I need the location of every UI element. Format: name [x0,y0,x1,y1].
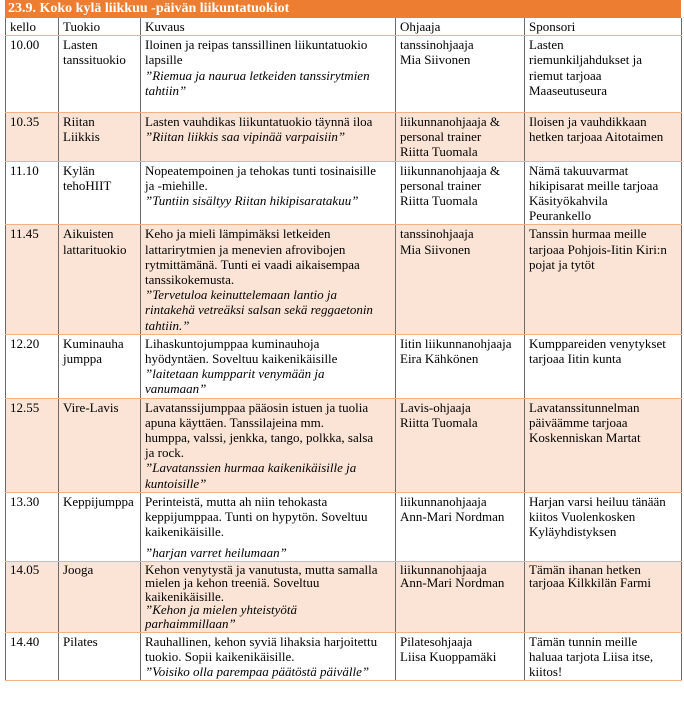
description-line: lattarirytmien ja menevien afrovibojen [145,241,346,257]
schedule-row [6,492,682,561]
session-name-line: lattarituokio [63,241,127,257]
sponsor-line: Lasten [529,37,564,53]
description-text [145,336,391,366]
sponsor-cell [525,398,682,492]
session-name-line: Vire-Lavis [63,399,119,415]
sponsor-cell [525,492,682,561]
quote-line: tahtiin” [145,82,187,98]
sponsor-line: Iloisen ja vauhdikkaan [529,114,647,130]
instructor-line: tanssinohjaaja [400,226,474,242]
schedule-table [5,18,682,681]
instructor-line: tanssinohjaaja [400,37,474,53]
time-value: 12.55 [10,399,40,415]
schedule-row [6,113,682,162]
instructor-line: liikunnanohjaaja [400,561,487,577]
instructor-cell [396,492,525,561]
sponsor-cell [525,632,682,681]
sponsor-line: Koskenniskan Martat [529,430,641,446]
time-value: 10.00 [10,37,40,53]
column-header-time: kello [6,18,59,36]
description-quote [145,603,391,630]
instructor-line: Liisa Kuoppamäki [400,648,497,664]
session-cell [59,225,141,334]
session-cell [59,561,141,632]
description-quote [145,366,391,396]
sponsor-cell [525,161,682,225]
instructor-line: liikunnanohjaaja & [400,114,501,130]
sponsor-line: päiväämme tarjoaa [529,414,628,430]
schedule-row [6,561,682,632]
sponsor-line: riemunkiljahdukset ja [529,52,643,68]
description-line: Perinteistä, mutta ah niin tehokasta [145,493,328,509]
instructor-line: Mia Siivonen [400,241,471,257]
time-cell [6,36,59,113]
sponsor-line: Maaseutuseura [529,82,607,98]
instructor-line: Iitin liikunnanohjaaja [400,335,512,351]
schedule-row [6,161,682,225]
sponsor-line: hikipisarat meille tarjoaa [529,177,659,193]
time-cell [6,113,59,162]
description-line: Nopeatempoinen ja tehokas tunti tosinaisille [145,162,377,178]
instructor-cell [396,161,525,225]
session-cell [59,492,141,561]
time-value: 12.20 [10,335,40,351]
description-line: ja rock. [145,445,184,461]
time-cell [6,632,59,681]
session-name-line: Keppijumppa [63,493,134,509]
description-line: rytmittämänä. Tunti ei vaadi aikaisempaa [145,256,360,272]
page-title: 23.9. Koko kylä liikkuu -päivän liikuntatuokiot [5,0,681,18]
sponsor-line: Tämän tunnin meille [529,633,638,649]
instructor-line: liikunnanohjaaja & [400,162,501,178]
instructor-line: personal trainer [400,177,482,193]
session-name-line: Kylän [63,162,95,178]
instructor-line: Riitta Tuomala [400,144,478,160]
sponsor-line: Käsityökahvila [529,193,608,209]
session-name-line: Liikkis [63,129,100,145]
description-quote [145,545,391,560]
description-line: apuna käyttäen. Tanssilajeina mm. [145,414,324,430]
quote-line: ”laitetaan kumpparit venymään ja [145,366,325,382]
sponsor-cell [525,36,682,113]
sponsor-line: Tanssin hurmaa meille [529,226,647,242]
description-line: tuokio. Sopii kaikenikäisille. [145,648,295,664]
time-cell [6,561,59,632]
instructor-line: Riitta Tuomala [400,414,478,430]
description-line: Iloinen ja reipas tanssillinen liikuntatuokio [145,37,368,53]
schedule-document [5,0,681,681]
time-value: 11.45 [10,226,39,242]
column-header-description: Kuvaus [141,18,396,36]
sponsor-cell [525,113,682,162]
quote-line: ”Kehon ja mielen yhteistyötä [145,602,298,618]
instructor-cell [396,36,525,113]
time-value: 14.40 [10,633,40,649]
description-cell [141,492,396,561]
instructor-cell [396,225,525,334]
description-line: tanssikokemusta. [145,272,235,288]
sponsor-line: kiitos Vuolenkosken [529,509,636,525]
session-name-line: Kuminauha [63,335,124,351]
description-line: Keho ja mieli lämpimäksi letkeiden [145,226,331,242]
quote-line: parhaimmillaan” [145,616,236,632]
description-cell [141,632,396,681]
description-cell [141,225,396,334]
description-line: lapsille [145,52,183,68]
description-line: Lihaskuntojumppaa kuminauhoja [145,335,320,351]
description-text [145,400,391,461]
description-cell [141,398,396,492]
session-name-line: Lasten [63,37,98,53]
description-line: Rauhallinen, kehon syviä lihaksia harjoitettu [145,633,378,649]
instructor-cell [396,334,525,398]
description-line: Kehon venytystä ja vanutusta, mutta samalla [145,561,378,577]
header-row [6,18,682,36]
sponsor-line: haluaa tarjota Liisa itse, [529,648,654,664]
description-line: kaikenikäisille. [145,524,225,540]
time-value: 11.10 [10,162,39,178]
quote-line: ”harjan varret heilumaan” [145,544,287,560]
description-line: humppa, valssi, jenkka, tango, polkka, salsa [145,430,374,446]
session-cell [59,398,141,492]
schedule-row [6,36,682,113]
sponsor-line: hetken tarjoaa Aitotaimen [529,129,664,145]
quote-line: ”Tuntiin sisältyy Riitan hikipisaratakuu” [145,193,359,209]
sponsor-line: Kumppareiden venytykset [529,335,666,351]
description-line: Lasten vauhdikas liikuntatuokio täynnä iloa [145,114,373,130]
description-line: hyödyntäen. Soveltuu kaikenikäisille [145,351,338,367]
description-line: mielen ja kehon treeniä. Soveltuu [145,575,320,591]
sponsor-line: riemut tarjoaa [529,67,602,83]
time-cell [6,225,59,334]
instructor-line: personal trainer [400,129,482,145]
schedule-row [6,334,682,398]
description-cell [141,561,396,632]
instructor-line: Mia Siivonen [400,52,471,68]
session-name-line: Aikuisten [63,226,114,242]
description-quote [145,129,391,144]
instructor-line: Lavis-ohjaaja [400,399,471,415]
sponsor-line: Lavatanssitunnelman [529,399,640,415]
schedule-row [6,398,682,492]
session-name-line: tehoHIIT [63,177,112,193]
quote-line: ”Riitan liikkis saa vipinää varpaisiin” [145,129,346,145]
instructor-line: Riitta Tuomala [400,193,478,209]
quote-line: ”Voisiko olla parempaa päätöstä päivälle” [145,664,370,680]
instructor-cell [396,398,525,492]
instructor-line: Eira Kähkönen [400,351,479,367]
session-cell [59,113,141,162]
schedule-row [6,632,682,681]
instructor-line: Pilatesohjaaja [400,633,473,649]
time-value: 10.35 [10,114,40,130]
session-name-line: Riitan [63,114,95,130]
description-text [145,494,391,540]
session-name-line: Pilates [63,633,98,649]
description-cell [141,161,396,225]
sponsor-cell [525,225,682,334]
sponsor-line: Tämän ihanan hetken [529,561,641,577]
description-line: ja -miehille. [145,177,208,193]
description-text [145,114,391,129]
description-text [145,634,391,664]
instructor-cell [396,632,525,681]
description-line: keppijumppaa. Tunti on hypytön. Soveltuu [145,509,368,525]
session-name-line: tanssituokio [63,52,126,68]
instructor-cell [396,113,525,162]
quote-line: vanumaan” [145,381,207,397]
quote-line: rintakehä vetreäksi salsan sekä reggaetonin [145,302,373,318]
sponsor-cell [525,334,682,398]
sponsor-line: kiitos! [529,664,563,680]
sponsor-line: tarjoaa Kilkkilän Farmi [529,575,652,591]
sponsor-line: tarjoaa Pohjois-Iitin Kiri:n [529,241,667,257]
description-quote [145,193,391,208]
session-cell [59,161,141,225]
description-quote [145,664,391,679]
time-cell [6,334,59,398]
quote-line: ”Lavatanssien hurmaa kaikenikäisille ja [145,460,357,476]
time-cell [6,398,59,492]
sponsor-line: pojat ja tytöt [529,256,595,272]
column-header-session: Tuokio [59,18,141,36]
column-header-instructor: Ohjaaja [396,18,525,36]
description-cell [141,113,396,162]
schedule-row [6,225,682,334]
time-value: 14.05 [10,561,40,577]
instructor-line: liikunnanohjaaja [400,493,487,509]
instructor-line: Ann-Mari Nordman [400,509,505,525]
description-line: Lavatanssijumppaa pääosin istuen ja tuolia [145,399,369,415]
session-name-line: Jooga [63,561,94,577]
description-text [145,226,391,287]
description-quote [145,460,391,490]
sponsor-cell [525,561,682,632]
sponsor-line: tarjoaa Iitin kunta [529,351,622,367]
quote-line: kuntoisille” [145,475,207,491]
description-cell [141,36,396,113]
quote-line: ”Riemua ja naurua letkeiden tanssirytmien [145,67,370,83]
instructor-line: Ann-Mari Nordman [400,575,505,591]
description-text [145,563,391,604]
instructor-cell [396,561,525,632]
schedule-header [6,18,682,36]
description-quote [145,287,391,333]
session-cell [59,632,141,681]
sponsor-line: Harjan varsi heiluu tänään [529,493,666,509]
time-value: 13.30 [10,493,40,509]
schedule-body [6,36,682,681]
session-cell [59,334,141,398]
description-line: kaikenikäisille. [145,588,225,604]
session-cell [59,36,141,113]
quote-line: tahtiin.” [145,317,190,333]
time-cell [6,161,59,225]
time-cell [6,492,59,561]
description-quote [145,68,391,98]
description-text [145,163,391,193]
description-text [145,37,391,67]
session-name-line: jumppa [63,351,102,367]
description-cell [141,334,396,398]
sponsor-line: Nämä takuuvarmat [529,162,629,178]
sponsor-line: Kyläyhdistyksen [529,524,617,540]
quote-line: ”Tervetuloa keinuttelemaan lantio ja [145,287,337,303]
sponsor-line: Peurankello [529,208,592,224]
column-header-sponsor: Sponsori [525,18,682,36]
